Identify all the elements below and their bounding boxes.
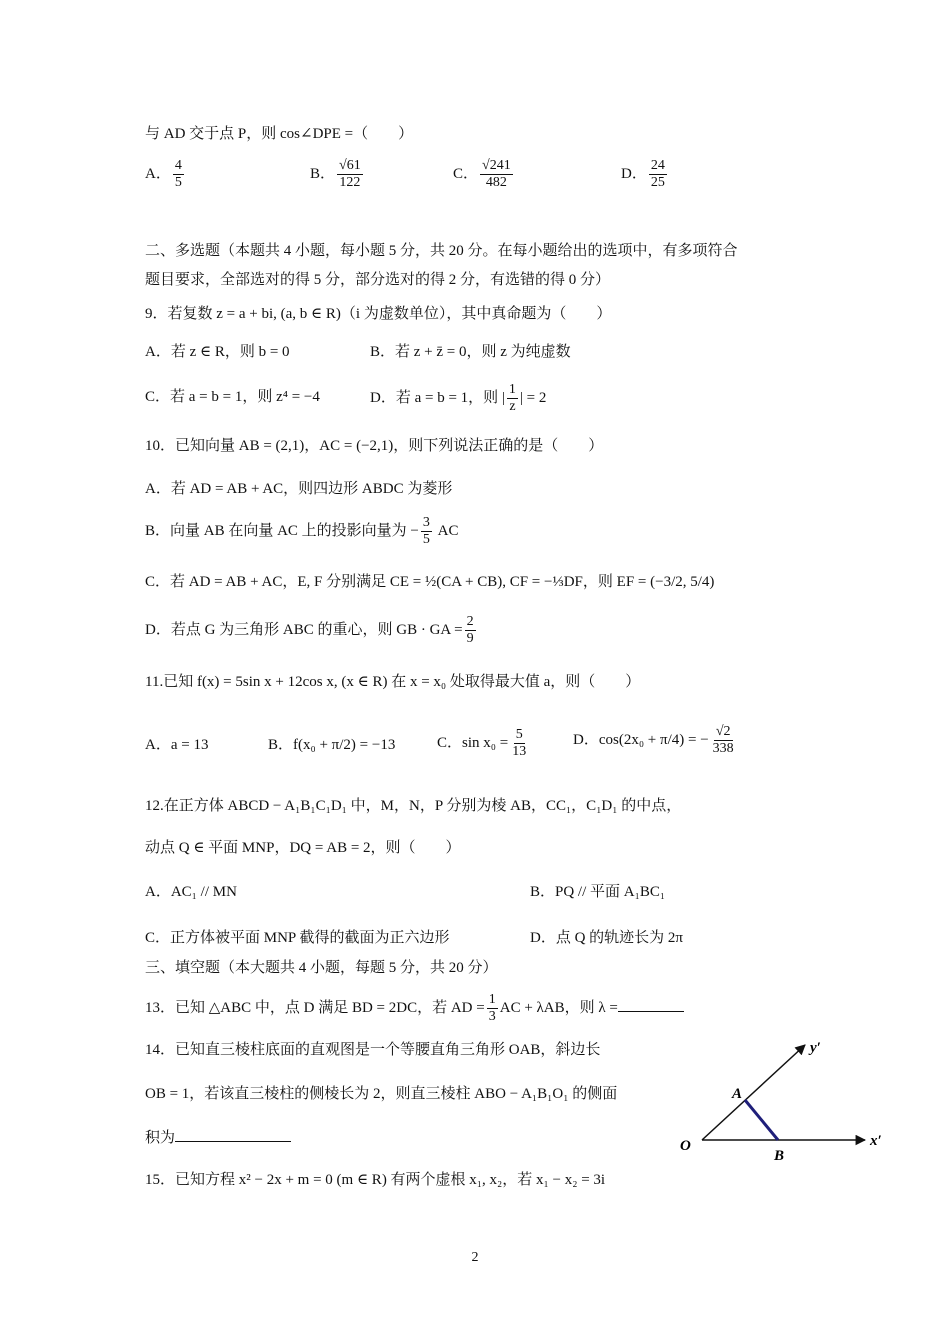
q11-option-d: D．cos(2x₀ + π/4) = − $\frac{√2}{338}$ [573, 724, 734, 756]
q8-option-a: A． $\frac{4}{5}$ [145, 158, 182, 190]
origin-label: O [680, 1138, 691, 1154]
section3-heading: 三、填空题（本大题共 4 小题，每题 5 分，共 20 分） [145, 960, 498, 976]
point-b-label: B [774, 1148, 785, 1164]
section2-heading-line1: 二、多选题（本题共 4 小题，每小题 5 分，共 20 分。在每小题给出的选项中，有多项符合 [145, 243, 738, 259]
q11-stem: 11.已知 f(x) = 5sin x + 12cos x, (x ∈ R) 在 x = x₀ 处取得最大值 a，则（ ） [145, 674, 641, 690]
segment-ab [745, 1100, 778, 1140]
q12-stem-line1: 12.在正方体 ABCD − A₁B₁C₁D₁ 中，M，N，P 分别为棱 AB，CC₁，C₁D₁ 的中点， [145, 798, 682, 814]
q12-stem-line2: 动点 Q ∈ 平面 MNP，DQ = AB = 2，则（ ） [145, 840, 461, 856]
q8-option-c: C． $\frac{√241}{482}$ [453, 158, 511, 190]
q8-option-d: D． $\frac{24}{25}$ [621, 158, 665, 190]
q13-answer-blank[interactable] [618, 997, 684, 1012]
q14-answer-blank[interactable] [175, 1127, 291, 1142]
q10-option-a: A．若 AD = AB + AC，则四边形 ABDC 为菱形 [145, 481, 453, 497]
q11-option-a: A．a = 13 [145, 737, 209, 753]
q8-option-b: B． $\frac{√61}{122}$ [310, 158, 361, 190]
q14-stem-line1: 14．已知直三棱柱底面的直观图是一个等腰直角三角形 OAB，斜边长 [145, 1042, 601, 1058]
q9-stem: 9．若复数 z = a + bi, (a, b ∈ R)（i 为虚数单位），其中真命题为（ ） [145, 306, 612, 322]
q12-option-a: A．AC₁ // MN [145, 884, 237, 900]
point-a-label: A [732, 1086, 743, 1102]
q14-stem-line2: OB = 1，若该直三棱柱的侧棱长为 2，则直三棱柱 ABO − A₁B₁O₁ 的侧面 [145, 1086, 618, 1102]
section2-heading-line2: 题目要求，全部选对的得 5 分，部分选对的得 2 分，有选错的得 0 分） [145, 272, 611, 288]
q11-option-b: B．f(x₀ + π/2) = −13 [268, 737, 396, 753]
y-axis [702, 1045, 805, 1140]
q14-stem-line3: 积为 [145, 1127, 291, 1148]
q9-option-d: D．若 a = b = 1，则 | $\frac{1}{z}$ | = 2 [370, 382, 547, 414]
q9-option-b: B．若 z + z̄ = 0，则 z 为纯虚数 [370, 344, 571, 360]
q10-stem: 10．已知向量 AB = (2,1)，AC = (−2,1)，则下列说法正确的是（ ） [145, 438, 604, 454]
q12-option-b: B．PQ // 平面 A₁BC₁ [530, 884, 666, 900]
x-axis-label: x′ [870, 1133, 882, 1149]
q12-option-c: C．正方体被平面 MNP 截得的截面为正六边形 [145, 930, 450, 946]
page-number: 2 [471, 1250, 479, 1265]
q13-stem: 13．已知 △ABC 中，点 D 满足 BD = 2DC，若 AD = $\frac{1}{3}$ AC + λAB，则 λ = [145, 992, 684, 1025]
q10-option-c: C．若 AD = AB + AC，E, F 分别满足 CE = ½(CA + CB), CF = −⅓DF，则 EF = (−3/2, 5/4) [145, 574, 715, 590]
q9-option-a: A．若 z ∈ R，则 b = 0 [145, 344, 290, 360]
q10-option-b: B．向量 AB 在向量 AC 上的投影向量为 − $\frac{3}{5}$ AC [145, 515, 459, 547]
q9-option-c: C．若 a = b = 1，则 z⁴ = −4 [145, 389, 320, 405]
y-axis-label: y′ [810, 1040, 821, 1056]
oblique-axes-figure [670, 1030, 900, 1170]
q10-option-d: D．若点 G 为三角形 ABC 的重心，则 GB · GA = $\frac{2}{9}$ [145, 614, 474, 646]
q8-stem-tail: 与 AD 交于点 P，则 cos∠DPE =（ ） [145, 126, 414, 142]
q15-stem: 15．已知方程 x² − 2x + m = 0 (m ∈ R) 有两个虚根 x₁, x₂，若 x₁ − x₂ = 3i [145, 1172, 606, 1188]
q11-option-c: C．sin x₀ = $\frac{5}{13}$ [437, 727, 527, 759]
q12-option-d: D．点 Q 的轨迹长为 2π [530, 930, 683, 946]
